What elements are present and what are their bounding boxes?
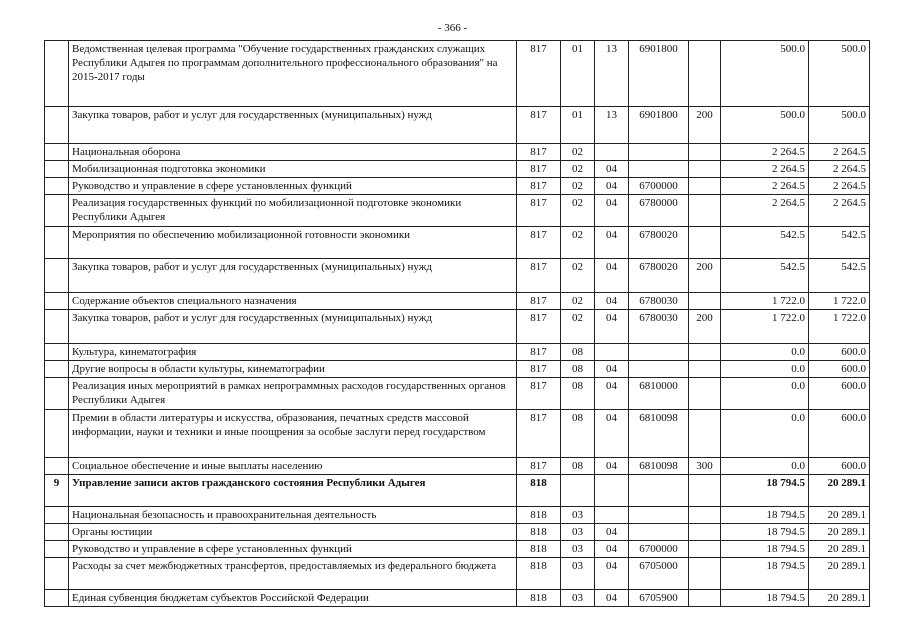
expense-type-cell — [689, 361, 721, 378]
target-article-cell: 6705000 — [629, 558, 689, 590]
row-number-cell — [45, 344, 69, 361]
table-row — [45, 590, 870, 607]
expense-type-cell — [689, 195, 721, 227]
expense-type-cell: 300 — [689, 458, 721, 475]
amount-year1-cell: 2 264.5 — [721, 195, 809, 227]
table-row — [45, 541, 870, 558]
department-code-cell: 817 — [517, 361, 561, 378]
subsection-code-cell: 04 — [595, 361, 629, 378]
expense-type-cell: 200 — [689, 310, 721, 344]
amount-year2-cell: 600.0 — [809, 361, 870, 378]
row-number-cell — [45, 541, 69, 558]
subsection-code-cell: 04 — [595, 541, 629, 558]
amount-year2-cell: 20 289.1 — [809, 541, 870, 558]
item-name-cell: Реализация иных мероприятий в рамках непрограммных расходов государственных органов Республики Адыгея — [69, 378, 517, 410]
section-code-cell: 03 — [561, 541, 595, 558]
table-row — [45, 458, 870, 475]
item-name-cell: Органы юстиции — [69, 524, 517, 541]
section-code-cell: 03 — [561, 524, 595, 541]
item-name-cell: Реализация государственных функций по мобилизационной подготовке экономики Республики Адыгея — [69, 195, 517, 227]
row-number-cell — [45, 107, 69, 144]
target-article-cell — [629, 524, 689, 541]
department-code-cell: 817 — [517, 344, 561, 361]
table-row — [45, 161, 870, 178]
row-number-cell: 9 — [45, 475, 69, 507]
item-name-cell: Социальное обеспечение и иные выплаты населению — [69, 458, 517, 475]
amount-year2-cell: 500.0 — [809, 41, 870, 107]
department-code-cell: 817 — [517, 378, 561, 410]
table-row — [45, 378, 870, 410]
expense-type-cell — [689, 541, 721, 558]
row-number-cell — [45, 227, 69, 259]
expense-type-cell — [689, 161, 721, 178]
row-number-cell — [45, 507, 69, 524]
table-row — [45, 361, 870, 378]
section-code-cell: 02 — [561, 227, 595, 259]
amount-year2-cell: 20 289.1 — [809, 590, 870, 607]
subsection-code-cell — [595, 507, 629, 524]
row-number-cell — [45, 259, 69, 293]
amount-year1-cell: 1 722.0 — [721, 293, 809, 310]
amount-year2-cell: 542.5 — [809, 259, 870, 293]
table-row — [45, 227, 870, 259]
section-code-cell: 01 — [561, 107, 595, 144]
amount-year1-cell: 18 794.5 — [721, 590, 809, 607]
subsection-code-cell: 04 — [595, 227, 629, 259]
page-number: - 366 - — [437, 22, 468, 34]
amount-year1-cell: 18 794.5 — [721, 507, 809, 524]
target-article-cell — [629, 475, 689, 507]
section-code-cell: 03 — [561, 558, 595, 590]
subsection-code-cell: 04 — [595, 293, 629, 310]
row-number-cell — [45, 178, 69, 195]
target-article-cell: 6810000 — [629, 378, 689, 410]
amount-year1-cell: 0.0 — [721, 410, 809, 458]
row-number-cell — [45, 558, 69, 590]
amount-year1-cell: 0.0 — [721, 361, 809, 378]
amount-year1-cell: 2 264.5 — [721, 144, 809, 161]
department-code-cell: 818 — [517, 541, 561, 558]
table-row — [45, 475, 870, 507]
expense-type-cell — [689, 590, 721, 607]
item-name-cell: Руководство и управление в сфере установленных функций — [69, 178, 517, 195]
row-number-cell — [45, 195, 69, 227]
target-article-cell: 6700000 — [629, 541, 689, 558]
expense-type-cell — [689, 227, 721, 259]
department-code-cell: 817 — [517, 107, 561, 144]
amount-year1-cell: 18 794.5 — [721, 541, 809, 558]
subsection-code-cell: 13 — [595, 41, 629, 107]
target-article-cell — [629, 144, 689, 161]
department-code-cell: 817 — [517, 195, 561, 227]
department-code-cell: 817 — [517, 41, 561, 107]
expense-type-cell — [689, 524, 721, 541]
department-code-cell: 817 — [517, 293, 561, 310]
subsection-code-cell: 04 — [595, 458, 629, 475]
section-code-cell: 01 — [561, 41, 595, 107]
subsection-code-cell: 04 — [595, 195, 629, 227]
target-article-cell: 6901800 — [629, 107, 689, 144]
item-name-cell: Закупка товаров, работ и услуг для государственных (муниципальных) нужд — [69, 259, 517, 293]
amount-year2-cell: 20 289.1 — [809, 475, 870, 507]
amount-year2-cell: 2 264.5 — [809, 161, 870, 178]
amount-year2-cell: 2 264.5 — [809, 144, 870, 161]
department-code-cell: 817 — [517, 178, 561, 195]
amount-year2-cell: 542.5 — [809, 227, 870, 259]
table-row — [45, 178, 870, 195]
amount-year1-cell: 542.5 — [721, 259, 809, 293]
amount-year1-cell: 18 794.5 — [721, 475, 809, 507]
item-name-cell: Расходы за счет межбюджетных трансфертов, предоставляемых из федерального бюджета — [69, 558, 517, 590]
section-code-cell: 08 — [561, 458, 595, 475]
table-row — [45, 293, 870, 310]
item-name-cell: Единая субвенция бюджетам субъектов Российской Федерации — [69, 590, 517, 607]
table-row — [45, 507, 870, 524]
department-code-cell: 818 — [517, 524, 561, 541]
amount-year1-cell: 1 722.0 — [721, 310, 809, 344]
department-code-cell: 818 — [517, 558, 561, 590]
item-name-cell: Руководство и управление в сфере установленных функций — [69, 541, 517, 558]
item-name-cell: Мероприятия по обеспечению мобилизационной готовности экономики — [69, 227, 517, 259]
amount-year1-cell: 0.0 — [721, 378, 809, 410]
section-code-cell: 02 — [561, 259, 595, 293]
row-number-cell — [45, 41, 69, 107]
amount-year1-cell: 18 794.5 — [721, 524, 809, 541]
item-name-cell: Закупка товаров, работ и услуг для государственных (муниципальных) нужд — [69, 107, 517, 144]
table-row — [45, 41, 870, 107]
item-name-cell: Премии в области литературы и искусства, образования, печатных средств массовой информации, науки и техники и иные поощрения за особые заслуги перед государством — [69, 410, 517, 458]
subsection-code-cell: 04 — [595, 524, 629, 541]
expense-type-cell — [689, 293, 721, 310]
subsection-code-cell — [595, 475, 629, 507]
subsection-code-cell: 04 — [595, 378, 629, 410]
table-row — [45, 524, 870, 541]
amount-year1-cell: 500.0 — [721, 41, 809, 107]
department-code-cell: 817 — [517, 410, 561, 458]
item-name-cell: Ведомственная целевая программа "Обучение государственных гражданских служащих Республики Адыгея по программам дополнительного профессионального образования" на 2015-2017 годы — [69, 41, 517, 107]
target-article-cell: 6810098 — [629, 410, 689, 458]
department-code-cell: 817 — [517, 310, 561, 344]
item-name-cell: Национальная безопасность и правоохранительная деятельность — [69, 507, 517, 524]
section-code-cell: 08 — [561, 378, 595, 410]
expense-type-cell: 200 — [689, 259, 721, 293]
subsection-code-cell: 04 — [595, 178, 629, 195]
department-code-cell: 817 — [517, 161, 561, 178]
row-number-cell — [45, 310, 69, 344]
section-code-cell: 08 — [561, 410, 595, 458]
amount-year2-cell: 1 722.0 — [809, 293, 870, 310]
amount-year2-cell: 500.0 — [809, 107, 870, 144]
amount-year1-cell: 0.0 — [721, 458, 809, 475]
item-name-cell: Другие вопросы в области культуры, кинематографии — [69, 361, 517, 378]
item-name-cell: Культура, кинематография — [69, 344, 517, 361]
row-number-cell — [45, 144, 69, 161]
row-number-cell — [45, 524, 69, 541]
table-row — [45, 259, 870, 293]
amount-year1-cell: 0.0 — [721, 344, 809, 361]
table-row — [45, 195, 870, 227]
amount-year2-cell: 20 289.1 — [809, 507, 870, 524]
table-row — [45, 107, 870, 144]
target-article-cell: 6810098 — [629, 458, 689, 475]
row-number-cell — [45, 378, 69, 410]
subsection-code-cell: 04 — [595, 259, 629, 293]
target-article-cell — [629, 161, 689, 178]
subsection-code-cell: 04 — [595, 161, 629, 178]
amount-year1-cell: 2 264.5 — [721, 178, 809, 195]
expense-type-cell — [689, 410, 721, 458]
expense-type-cell — [689, 558, 721, 590]
section-code-cell: 03 — [561, 590, 595, 607]
table-row — [45, 144, 870, 161]
section-code-cell: 03 — [561, 507, 595, 524]
section-code-cell: 02 — [561, 144, 595, 161]
expense-type-cell — [689, 344, 721, 361]
target-article-cell: 6700000 — [629, 178, 689, 195]
amount-year1-cell: 2 264.5 — [721, 161, 809, 178]
amount-year2-cell: 600.0 — [809, 410, 870, 458]
section-code-cell: 08 — [561, 361, 595, 378]
section-code-cell — [561, 475, 595, 507]
subsection-code-cell: 04 — [595, 590, 629, 607]
department-code-cell: 817 — [517, 227, 561, 259]
department-code-cell: 818 — [517, 507, 561, 524]
expense-type-cell: 200 — [689, 107, 721, 144]
subsection-code-cell — [595, 344, 629, 361]
section-code-cell: 02 — [561, 178, 595, 195]
row-number-cell — [45, 161, 69, 178]
section-code-cell: 02 — [561, 161, 595, 178]
department-code-cell: 818 — [517, 475, 561, 507]
target-article-cell: 6780030 — [629, 310, 689, 344]
expense-type-cell — [689, 144, 721, 161]
target-article-cell: 6780020 — [629, 227, 689, 259]
subsection-code-cell: 04 — [595, 410, 629, 458]
department-code-cell: 818 — [517, 590, 561, 607]
subsection-code-cell: 04 — [595, 558, 629, 590]
row-number-cell — [45, 293, 69, 310]
amount-year2-cell: 600.0 — [809, 458, 870, 475]
section-code-cell: 02 — [561, 293, 595, 310]
amount-year2-cell: 20 289.1 — [809, 558, 870, 590]
subsection-code-cell: 04 — [595, 310, 629, 344]
target-article-cell: 6780030 — [629, 293, 689, 310]
amount-year2-cell: 600.0 — [809, 378, 870, 410]
section-code-cell: 02 — [561, 310, 595, 344]
target-article-cell: 6780020 — [629, 259, 689, 293]
item-name-cell: Мобилизационная подготовка экономики — [69, 161, 517, 178]
amount-year2-cell: 2 264.5 — [809, 178, 870, 195]
table-row — [45, 410, 870, 458]
target-article-cell — [629, 344, 689, 361]
row-number-cell — [45, 361, 69, 378]
expense-type-cell — [689, 41, 721, 107]
subsection-code-cell: 13 — [595, 107, 629, 144]
expense-type-cell — [689, 507, 721, 524]
item-name-cell: Закупка товаров, работ и услуг для государственных (муниципальных) нужд — [69, 310, 517, 344]
amount-year2-cell: 2 264.5 — [809, 195, 870, 227]
expense-type-cell — [689, 378, 721, 410]
table-row — [45, 558, 870, 590]
department-code-cell: 817 — [517, 144, 561, 161]
section-code-cell: 08 — [561, 344, 595, 361]
subsection-code-cell — [595, 144, 629, 161]
item-name-cell: Содержание объектов специального назначения — [69, 293, 517, 310]
table-row — [45, 310, 870, 344]
department-code-cell: 817 — [517, 259, 561, 293]
budget-table — [44, 40, 870, 607]
table-body — [45, 41, 870, 607]
row-number-cell — [45, 410, 69, 458]
target-article-cell — [629, 361, 689, 378]
row-number-cell — [45, 458, 69, 475]
item-name-cell: Национальная оборона — [69, 144, 517, 161]
target-article-cell: 6780000 — [629, 195, 689, 227]
target-article-cell: 6901800 — [629, 41, 689, 107]
target-article-cell: 6705900 — [629, 590, 689, 607]
row-number-cell — [45, 590, 69, 607]
amount-year1-cell: 500.0 — [721, 107, 809, 144]
target-article-cell — [629, 507, 689, 524]
table-row — [45, 344, 870, 361]
amount-year1-cell: 542.5 — [721, 227, 809, 259]
item-name-cell: Управление записи актов гражданского состояния Республики Адыгея — [69, 475, 517, 507]
expense-type-cell — [689, 178, 721, 195]
amount-year2-cell: 1 722.0 — [809, 310, 870, 344]
amount-year1-cell: 18 794.5 — [721, 558, 809, 590]
amount-year2-cell: 600.0 — [809, 344, 870, 361]
department-code-cell: 817 — [517, 458, 561, 475]
expense-type-cell — [689, 475, 721, 507]
section-code-cell: 02 — [561, 195, 595, 227]
amount-year2-cell: 20 289.1 — [809, 524, 870, 541]
